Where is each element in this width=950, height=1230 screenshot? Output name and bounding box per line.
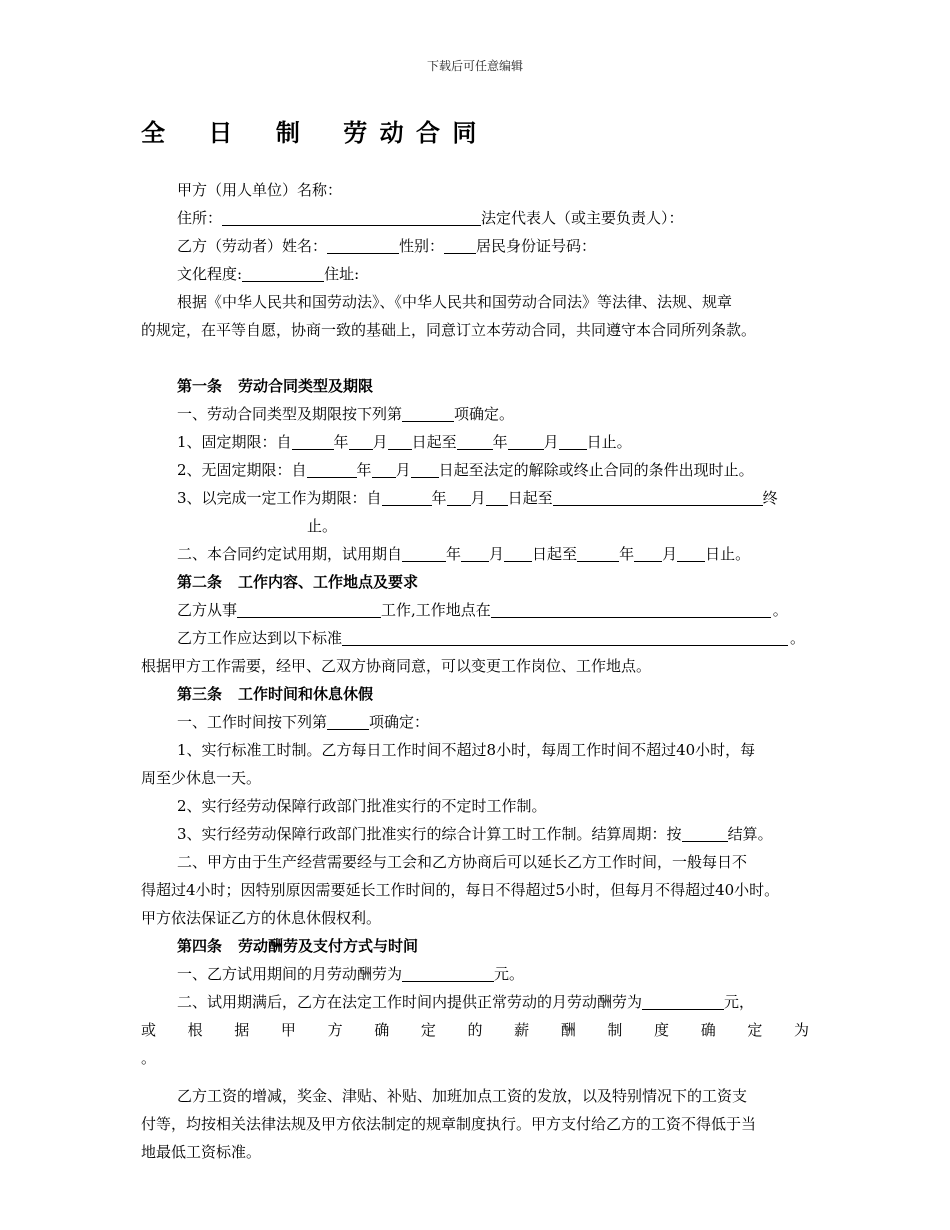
trial-pay-tail: 元。 bbox=[494, 965, 525, 983]
year-label: 年 bbox=[619, 545, 635, 563]
spaced-char: 定 bbox=[747, 1021, 763, 1039]
spaced-char: 的 bbox=[467, 1021, 483, 1039]
article-3-heading bbox=[141, 680, 809, 708]
standard-label: 乙方工作应达到以下标准 bbox=[177, 629, 343, 647]
gender-label: 性别： bbox=[399, 237, 445, 255]
month-label: 月 bbox=[470, 489, 486, 507]
home-address-label: 住址: bbox=[324, 265, 360, 283]
art1-fixed-term-line bbox=[141, 428, 809, 456]
employee-name-label: 乙方（劳动者）姓名： bbox=[177, 237, 328, 255]
article-1-title: 劳动合同类型及期限 bbox=[238, 377, 374, 395]
blank bbox=[508, 432, 544, 450]
regular-pay-tail: 元， bbox=[724, 993, 755, 1011]
preamble-line-2: 的规定，在平等自愿，协商一致的基础上，同意订立本劳动合同，共同遵守本合同所列条款。 bbox=[141, 321, 757, 339]
art3-comprehensive-hours bbox=[141, 820, 809, 848]
work-location-label: 工作,工作地点在 bbox=[381, 601, 491, 619]
blank bbox=[634, 544, 662, 562]
blank bbox=[372, 460, 396, 478]
art3-flexible-hours: 2、实行经劳动保障行政部门批准实行的不定时工作制。 bbox=[177, 797, 547, 815]
art4-trial-pay-line bbox=[141, 960, 809, 988]
art4-end-mark: 。 bbox=[141, 1049, 157, 1067]
blank bbox=[457, 432, 493, 450]
blank bbox=[411, 460, 439, 478]
education-label: 文化程度: bbox=[177, 265, 243, 283]
blank bbox=[327, 712, 369, 730]
to-label: 日止。 bbox=[705, 545, 751, 563]
art1-task-term-end: 止。 bbox=[307, 517, 338, 535]
contract-body bbox=[141, 176, 809, 1166]
education-blank bbox=[242, 264, 324, 282]
id-number-label: 居民身份证号码： bbox=[476, 237, 597, 255]
job-blank bbox=[237, 600, 381, 618]
task-from-label: 日起至 bbox=[507, 489, 553, 507]
art4-wage-3: 地最低工资标准。 bbox=[141, 1143, 262, 1161]
art3-standard-hours-1: 1、实行标准工时制。乙方每日工作时间不超过8小时，每周工作时间不超过40小时，每 bbox=[177, 741, 756, 759]
spaced-char: 确 bbox=[374, 1021, 390, 1039]
trial-pay-label: 一、乙方试用期间的月劳动酬劳为 bbox=[177, 965, 403, 983]
article-4-heading bbox=[141, 932, 809, 960]
to-label: 日止。 bbox=[586, 433, 632, 451]
gender-blank bbox=[444, 236, 476, 254]
location-blank bbox=[491, 600, 771, 618]
blank bbox=[382, 488, 432, 506]
spaced-char: 度 bbox=[654, 1021, 670, 1039]
regular-pay-label: 二、试用期满后，乙方在法定工作时间内提供正常劳动的月劳动酬劳为 bbox=[177, 993, 643, 1011]
year-label: 年 bbox=[431, 489, 447, 507]
art3-type-tail: 项确定： bbox=[369, 713, 430, 731]
article-2-title: 工作内容、工作地点及要求 bbox=[238, 573, 419, 591]
year-label: 年 bbox=[333, 433, 349, 451]
standard-blank bbox=[342, 628, 788, 646]
blank bbox=[307, 460, 357, 478]
art1-type-blank bbox=[402, 404, 454, 422]
month-label: 月 bbox=[395, 461, 411, 479]
article-2-number: 第二条 bbox=[177, 573, 223, 591]
address-line bbox=[141, 204, 809, 232]
task-term-label: 3、以完成一定工作为期限：自 bbox=[177, 489, 382, 507]
year-label: 年 bbox=[356, 461, 372, 479]
open-term-label: 2、无固定期限：自 bbox=[177, 461, 307, 479]
blank bbox=[292, 432, 334, 450]
month-label: 月 bbox=[372, 433, 388, 451]
period-mark: 。 bbox=[790, 629, 806, 647]
blank bbox=[553, 488, 763, 506]
month-label: 月 bbox=[489, 545, 505, 563]
employer-name-label: 甲方（用人单位）名称： bbox=[177, 181, 343, 199]
spaced-char: 甲 bbox=[280, 1021, 296, 1039]
blank bbox=[388, 432, 412, 450]
employee-line bbox=[141, 232, 809, 260]
article-1-number: 第一条 bbox=[177, 377, 223, 395]
spaced-char: 制 bbox=[607, 1021, 623, 1039]
fixed-term-label: 1、固定期限：自 bbox=[177, 433, 292, 451]
employer-name-line bbox=[141, 176, 809, 204]
art1-open-term-line bbox=[141, 456, 809, 484]
blank bbox=[447, 488, 471, 506]
spacer bbox=[141, 1072, 809, 1082]
spaced-char: 薪 bbox=[514, 1021, 530, 1039]
spaced-char: 为 bbox=[793, 1021, 809, 1039]
article-3-title: 工作时间和休息休假 bbox=[238, 685, 374, 703]
art3-overtime-3: 甲方依法保证乙方的休息休假权利。 bbox=[141, 909, 382, 927]
art2-change-line: 根据甲方工作需要，经甲、乙双方协商同意，可以变更工作岗位、工作地点。 bbox=[141, 657, 652, 675]
task-end-char: 终 bbox=[762, 489, 778, 507]
blank bbox=[486, 488, 508, 506]
spaced-char: 酬 bbox=[560, 1021, 576, 1039]
blank bbox=[402, 544, 446, 562]
art3-overtime-2: 得超过4小时；因特别原因需要延长工作时间的，每日不得超过5小时，但每月不得超过40小时。 bbox=[141, 881, 780, 899]
spaced-char: 定 bbox=[420, 1021, 436, 1039]
preamble-line-1: 根据《中华人民共和国劳动法》、《中华人民共和国劳动合同法》等法律、法规、规章 bbox=[177, 293, 733, 311]
article-3-number: 第三条 bbox=[177, 685, 223, 703]
spaced-char: 根 bbox=[187, 1021, 203, 1039]
art1-task-term-line bbox=[141, 484, 809, 512]
article-1-heading bbox=[141, 372, 809, 400]
open-term-tail: 日起至法定的解除或终止合同的条件出现时止。 bbox=[438, 461, 754, 479]
month-label: 月 bbox=[662, 545, 678, 563]
spaced-char: 据 bbox=[234, 1021, 250, 1039]
legal-rep-label: 法定代表人（或主要负责人）： bbox=[481, 209, 684, 227]
address-blank bbox=[222, 208, 481, 226]
spaced-char: 或 bbox=[141, 1021, 157, 1039]
blank bbox=[577, 544, 619, 562]
education-line bbox=[141, 260, 809, 288]
blank bbox=[461, 544, 489, 562]
comprehensive-label: 3、实行经劳动保障行政部门批准实行的综合计算工时工作制。结算周期：按 bbox=[177, 825, 682, 843]
year-label: 年 bbox=[492, 433, 508, 451]
blank bbox=[682, 824, 728, 842]
article-4-number: 第四条 bbox=[177, 937, 223, 955]
employee-name-blank bbox=[327, 236, 399, 254]
article-2-heading bbox=[141, 568, 809, 596]
blank bbox=[677, 544, 705, 562]
art1-type-tail: 项确定。 bbox=[454, 405, 515, 423]
from-label: 日起至 bbox=[532, 545, 578, 563]
spaced-char: 确 bbox=[700, 1021, 716, 1039]
art1-type-line bbox=[141, 400, 809, 428]
spacer bbox=[141, 362, 809, 372]
probation-label: 二、本合同约定试用期，试用期自 bbox=[177, 545, 403, 563]
comprehensive-tail: 结算。 bbox=[727, 825, 773, 843]
art4-regular-pay-line bbox=[141, 988, 809, 1016]
period-mark: 。 bbox=[772, 601, 788, 619]
art3-type-text: 一、工作时间按下列第 bbox=[177, 713, 328, 731]
blank bbox=[559, 432, 587, 450]
header-note: 下载后可任意编辑 bbox=[426, 59, 523, 73]
from-label: 日起至 bbox=[411, 433, 457, 451]
art2-standard-line bbox=[141, 624, 809, 652]
document-title: 全 日 制 劳 动 合 同 bbox=[141, 119, 479, 147]
address-label: 住所： bbox=[177, 209, 223, 227]
art3-standard-hours-2: 周至少休息一天。 bbox=[141, 769, 262, 787]
art3-overtime-1: 二、甲方由于生产经营需要经与工会和乙方协商后可以延长乙方工作时间，一般每日不 bbox=[177, 853, 748, 871]
article-4-title: 劳动酬劳及支付方式与时间 bbox=[238, 937, 419, 955]
art1-type-text: 一、劳动合同类型及期限按下列第 bbox=[177, 405, 403, 423]
art4-wage-1: 乙方工资的增减，奖金、津贴、补贴、加班加点工资的发放，以及特别情况下的工资支 bbox=[177, 1087, 748, 1105]
art4-spaced-line bbox=[141, 1016, 809, 1044]
art4-wage-2: 付等，均按相关法律法规及甲方依法制定的规章制度执行。甲方支付给乙方的工资不得低于当 bbox=[141, 1115, 757, 1133]
art2-job-line bbox=[141, 596, 809, 624]
blank bbox=[402, 964, 494, 982]
art1-probation-line bbox=[141, 540, 809, 568]
art3-type-line bbox=[141, 708, 809, 736]
spaced-char: 方 bbox=[327, 1021, 343, 1039]
year-label: 年 bbox=[446, 545, 462, 563]
blank bbox=[642, 992, 724, 1010]
blank bbox=[504, 544, 532, 562]
blank bbox=[349, 432, 373, 450]
job-label: 乙方从事 bbox=[177, 601, 238, 619]
month-label: 月 bbox=[543, 433, 559, 451]
spacer bbox=[141, 344, 809, 362]
